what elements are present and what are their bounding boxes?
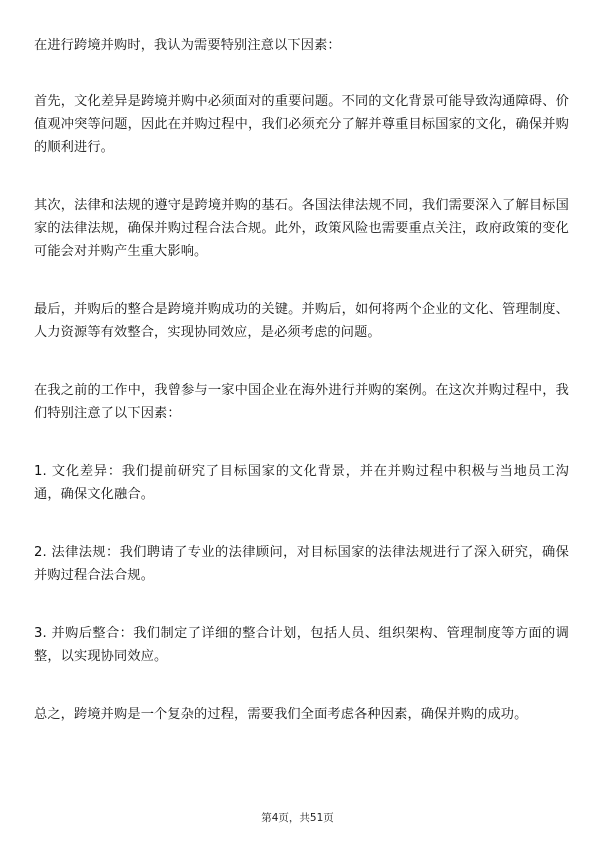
list-item-culture: 1. 文化差异：我们提前研究了目标国家的文化背景，并在并购过程中积极与当地员工沟通，确保文化融合。 — [34, 464, 569, 502]
page-number-footer: 第4页，共51页 — [261, 812, 334, 824]
conclusion-paragraph: 总之，跨境并购是一个复杂的过程，需要我们全面考虑各种因素，确保并购的成功。 — [34, 707, 528, 722]
paragraph-integration: 最后，并购后的整合是跨境并购成功的关键。并购后，如何将两个企业的文化、管理制度、人力资源等有效整合，实现协同效应，是必须考虑的问题。 — [34, 302, 569, 340]
document-body — [34, 34, 569, 761]
list-item-integration: 3. 并购后整合：我们制定了详细的整合计划，包括人员、组织架构、管理制度等方面的调整，以实现协同效应。 — [34, 626, 569, 664]
paragraph-experience: 在我之前的工作中，我曾参与一家中国企业在海外进行并购的案例。在这次并购过程中，我们特别注意了以下因素： — [34, 383, 569, 421]
list-item-law: 2. 法律法规：我们聘请了专业的法律顾问，对目标国家的法律法规进行了深入研究，确保并购过程合法合规。 — [34, 545, 569, 583]
paragraph-culture: 首先，文化差异是跨境并购中必须面对的重要问题。不同的文化背景可能导致沟通障碍、价值观冲突等问题，因此在并购过程中，我们必须充分了解并尊重目标国家的文化，确保并购的顺利进行。 — [34, 94, 569, 155]
paragraph-law: 其次，法律和法规的遵守是跨境并购的基石。各国法律法规不同，我们需要深入了解目标国家的法律法规，确保并购过程合法合规。此外，政策风险也需要重点关注，政府政策的变化可能会对并购产生重大影响。 — [34, 198, 569, 259]
intro-paragraph: 在进行跨境并购时，我认为需要特别注意以下因素： — [34, 38, 341, 53]
